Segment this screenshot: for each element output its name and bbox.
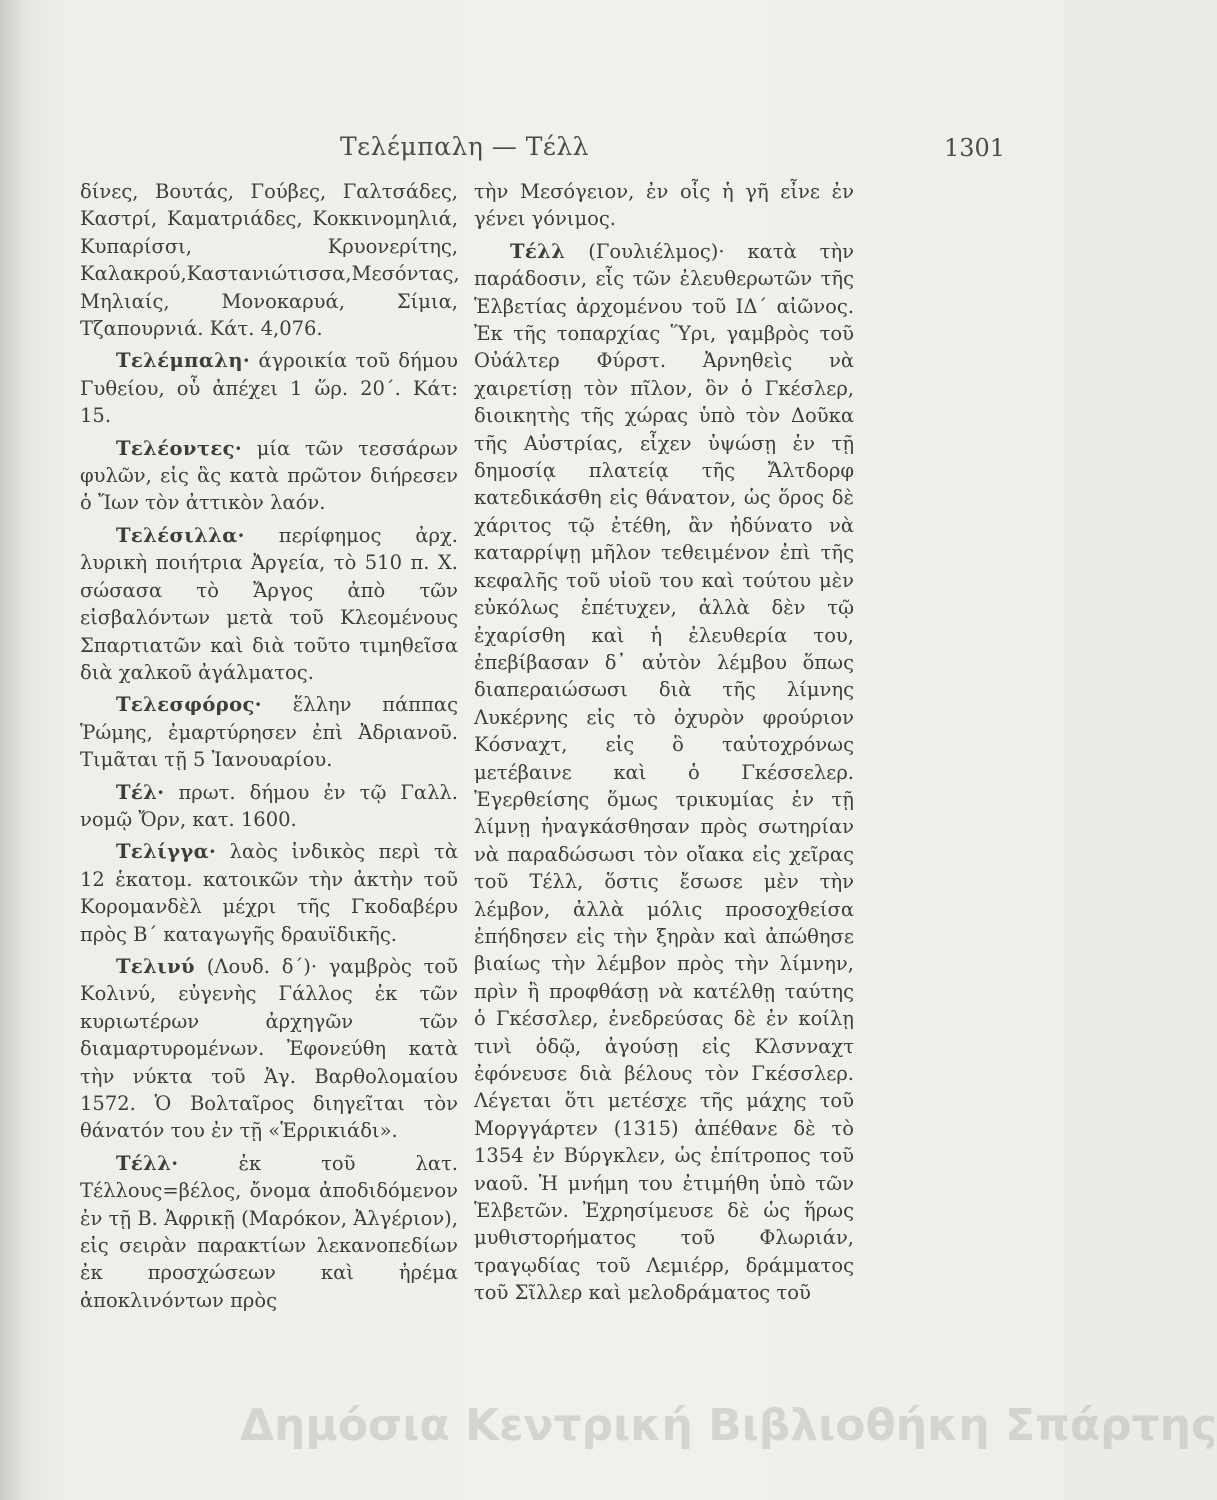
entry-text: (Γουλιέλμος)· κατὰ τὴν παράδοσιν, εἷς τῶν ἐλευθερωτῶν τῆς Ἑλβετίας ἀρχομένου τοῦ ΙΔ΄ αἰῶνος. Ἐκ τῆς τοπαρχίας Ὕρι, γαμβρὸς τοῦ Οὐάλτερ Φύρστ. Ἀρνηθεὶς νὰ χαιρετίσῃ τὸν πῖλον, ὃν ὁ Γκέσλερ, διοικητὴς τῆς χώρας ὑπὸ τὸν Δοῦκα τῆς Αὐστρίας, εἶχεν ὑψώσῃ ἐν τῇ δημοσίᾳ πλατείᾳ τῆς Ἄλτδορφ κατεδικάσθη εἰς θάνατον, ὡς ὅρος δὲ χάριτος τῷ ἐτέθη, ἂν ἠδύνατο νὰ καταρρίψῃ μῆλον τεθειμένον ἐπὶ τῆς κεφαλῆς τοῦ υἱοῦ του καὶ τούτου μὲν εὐκόλως ἐπέτυχεν, ἀλλὰ δὲν τῷ ἐχαρίσθη καὶ ἡ ἐλευθερία του, ἐπεβίβασαν δ᾽ αὐτὸν λέμβου ὅπως διαπεραιώσωσι διὰ τῆς λίμνης Λυκέρνης εἰς τὸ ὀχυρὸν φρούριον Κόσναχτ, εἰς ὃ ταὐτοχρόνως μετέβαινε καὶ ὁ Γκέσσελερ. Ἐγερθείσης ὅμως τρικυμίας ἐν τῇ λίμνῃ ἠναγκάσθησαν πρὸς σωτηρίαν νὰ παραδώσωσι τὸν οἴακα εἰς χεῖρας τοῦ Τέλλ, ὅστις ἔσωσε μὲν τὴν λέμβον, ἀλλὰ μόλις προσοχθείσα ἐπήδησεν εἰς τὴν ξηρὰν καὶ ἀπώθησε βιαίως τὴν λέμβον πρὸς τὴν λίμνην, πρὶν ἢ προφθάσῃ νὰ κατέλθῃ ταύτης ὁ Γκέσσλερ, ἐνεδρεύσας δὲ ἐν κοίλῃ τινὶ ὁδῷ, ἀγούσῃ εἰς Κλσνναχτ ἐφόνευσε διὰ βέλους τὸν Γκέσσλερ. Λέγεται ὅτι μετέσχε τῆς μάχης τοῦ Μοργγάρτεν (1315) ἀπέθανε δὲ τὸ 1354 ἐν Βύργκλεν, ὡς ἐπίτροπος τοῦ ναοῦ. Ἡ μνήμη του ἐτιμήθη ὑπὸ τῶν Ἑλβετῶν. Ἐχρησίμευσε δὲ ὡς ἥρως μυθιστορήματος τοῦ Φλωριάν, τραγῳδίας τοῦ Λεμιέρρ, δράμματος τοῦ Σῖλλερ καὶ μελοδράματος τοῦ (474, 239, 854, 1305)
entry-headword: Τέλ· (116, 780, 165, 804)
dictionary-entry (80, 178, 458, 342)
entry-headword: Τελίγγα· (116, 840, 217, 864)
dictionary-entry (80, 1150, 458, 1314)
dictionary-entry (80, 779, 458, 834)
dictionary-entry (80, 838, 458, 948)
entry-headword: Τελινύ (116, 954, 195, 978)
entry-text: περίφημος ἀρχ. λυρικὴ ποιήτρια Ἀργεία, τὸ 510 π. Χ. σώσασα τὸ Ἄργος ἀπὸ τῶν εἰσβαλόντων μετὰ τοῦ Κλεομένους Σπαρτιατῶν καὶ διὰ τοῦτο τιμηθεῖσα διὰ χαλκοῦ ἀγάλματος. (80, 523, 458, 684)
dictionary-entry (80, 953, 458, 1145)
entry-text: μία τῶν τεσσάρων φυλῶν, εἰς ἃς κατὰ πρῶτον διήρεσεν ὁ Ἴων τὸν ἀττικὸν λαόν. (80, 436, 458, 515)
dictionary-entry (474, 178, 854, 233)
entry-headword: Τελεσφόρος· (116, 693, 262, 717)
entry-text: ἕλλην πάππας Ῥώμης, ἐμαρτύρησεν ἐπὶ Ἀδριανοῦ. Τιμᾶται τῇ 5 Ἰανουαρίου. (80, 693, 458, 772)
left-column (80, 178, 458, 1314)
entry-text: λαὸς ἰνδικὸς περὶ τὰ 12 ἑκατομ. κατοικῶν τὴν ἀκτὴν τοῦ Κορομανδὲλ μέχρι τῆς Γκοδαβέρυ πρὸς Β΄ καταγωγῆς δραυϊδικῆς. (80, 840, 458, 946)
running-head (0, 132, 1064, 172)
dictionary-entry (474, 238, 854, 1307)
page-title: Τελέμπαλη — Τέλλ (340, 132, 590, 161)
entry-text: (Λουδ. δ΄)· γαμβρὸς τοῦ Κολινύ, εὐγενὴς Γάλλος ἐκ τῶν κυριωτέρων ἀρχηγῶν τῶν διαμαρτυρομένων. Ἐφονεύθη κατὰ τὴν νύκτα τοῦ Ἁγ. Βαρθολομαίου 1572. Ὁ Βολταῖρος διηγεῖται τὸν θάνατόν του ἐν τῇ «Ἑρρικιάδι». (80, 954, 458, 1143)
entry-headword: Τέλλ· (116, 1151, 179, 1175)
entry-text: δίνες, Βουτάς, Γούβες, Γαλτσάδες, Καστρί, Καματριάδες, Κοκκινομηλιά, Κυπαρίσσι, Κρυονερίτης, Καλακρού,Καστανιώτισσα,Μεσόντας, Μηλιαίς, Μονοκαρυά, Σίμια, Τζαπουρνιά. Κάτ. 4,076. (80, 180, 460, 341)
entry-text: άγροικία τοῦ δήμου Γυθείου, οὗ ἀπέχει 1 ὥρ. 20΄. Κάτ: 15. (80, 349, 458, 428)
page-number: 1301 (944, 134, 1006, 162)
library-watermark: Δημόσια Κεντρική Βιβλιοθήκη Σπάρτης (240, 1400, 1217, 1451)
dictionary-entry (80, 522, 458, 686)
dictionary-entry (80, 691, 458, 773)
entry-headword: Τέλλ (510, 239, 566, 263)
entry-headword: Τελέμπαλη· (116, 349, 251, 373)
right-column (474, 178, 854, 1307)
entry-text: πρωτ. δήμου ἐν τῷ Γαλλ. νομῷ Ὄρν, κατ. 1600. (80, 780, 458, 831)
page-edge-shadow (0, 0, 28, 1500)
entry-text: ἐκ τοῦ λατ. Τέλλους=βέλος, ὄνομα ἀποδιδόμενον ἐν τῇ Β. Ἀφρικῇ (Μαρόκον, Ἀλγέριον), εἰς σειρὰν παρακτίων λεκανοπεδίων ἐκ προσχώσεων καὶ ἠρέμα ἀποκλινόντων πρὸς (80, 1151, 458, 1312)
dictionary-entry (80, 435, 458, 517)
entry-text: τὴν Μεσόγειον, ἐν οἷς ἡ γῆ εἶνε ἐν γένει γόνιμος. (474, 180, 854, 231)
dictionary-entry (80, 347, 458, 429)
entry-headword: Τελέοντες· (116, 436, 243, 460)
entry-headword: Τελέσιλλα· (116, 523, 245, 547)
